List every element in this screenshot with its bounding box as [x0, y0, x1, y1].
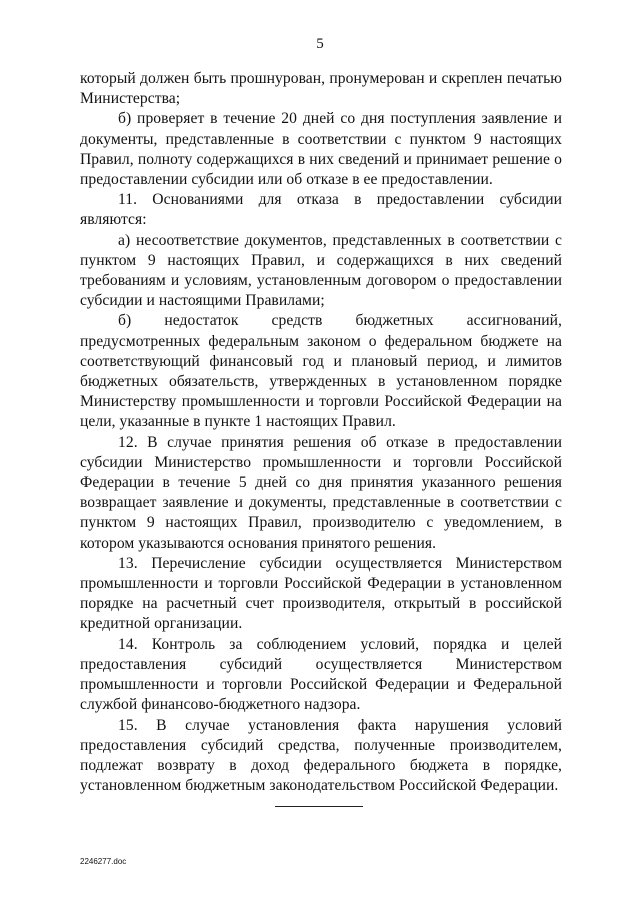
- paragraph-15: 15. В случае установления факта нарушения условий предоставления субсидий средства, полученные производителем, подлежат возврату в доход федерального бюджета в порядке, установленном бюджетным законодательством Российской Федерации.: [80, 716, 562, 795]
- paragraph-11b: б) недостаток средств бюджетных ассигнований, предусмотренных федеральным законом о федеральном бюджете на соответствующий финансовый год и плановый период, и лимитов бюджетных обязательств, утвержденных в установленном порядке Министерству промышленности и торговли Российской Федерации на цели, указанные в пункте 1 настоящих Правил.: [80, 312, 562, 431]
- paragraph-11: 11. Основаниями для отказа в предоставлении субсидии являются:: [80, 191, 562, 229]
- page-number: 5: [316, 36, 324, 52]
- paragraph-11a: а) несоответствие документов, представленных в соответствии с пунктом 9 настоящих Правил, и содержащихся в них сведений требованиям и условиям, установленным договором о предоставлении субсидии и настоящими Правилами;: [80, 231, 562, 310]
- document-id: 2246277.doc: [80, 857, 127, 866]
- paragraph-continuation: который должен быть прошнурован, пронумерован и скреплен печатью Министерства;: [80, 70, 562, 108]
- paragraph-13: 13. Перечисление субсидии осуществляется Министерством промышленности и торговли Российской Федерации в установленном порядке на расчетный счет производителя, открытый в российской кредитной организации.: [80, 554, 562, 633]
- paragraph-10b: б) проверяет в течение 20 дней со дня поступления заявление и документы, представленные в соответствии с пунктом 9 настоящих Правил, полноту содержащихся в них сведений и принимает решение о предоставлении субсидии или об отказе в ее предоставлении.: [80, 110, 562, 189]
- paragraph-12: 12. В случае принятия решения об отказе в предоставлении субсидии Министерство промышленности и торговли Российской Федерации в течение 5 дней со дня принятия указанного решения возвращает заявление и документы, представленные в соответствии с пунктом 9 настоящих Правил, производителю с уведомлением, в котором указываются основания принятого решения.: [80, 433, 562, 552]
- document-body: [80, 69, 562, 796]
- paragraph-14: 14. Контроль за соблюдением условий, порядка и целей предоставления субсидий осуществляется Министерством промышленности и торговли Российской Федерации и Федеральной службой финансово-бюджетного надзора.: [80, 635, 562, 714]
- end-separator-line: [275, 806, 363, 807]
